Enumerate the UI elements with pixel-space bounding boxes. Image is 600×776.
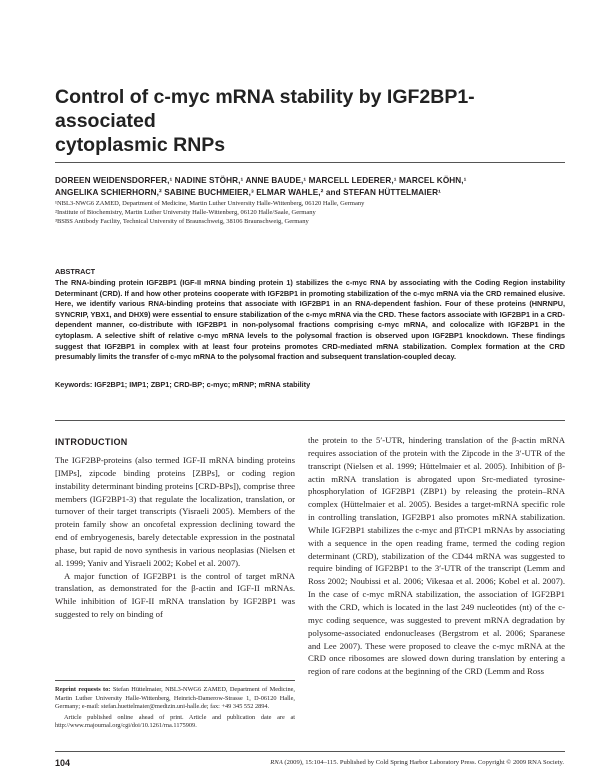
reprint-label: Reprint requests to: bbox=[55, 686, 111, 693]
affiliation-1: ¹NBL3-NWG6 ZAMED, Department of Medicine, Martin Luther University Halle-Wittenberg, 06120 Halle, Germany bbox=[55, 200, 365, 207]
affiliation-3: ³BSBS Antibody Facility, Technical University of Braunschweig, 38106 Braunschweig, Germany bbox=[55, 218, 309, 225]
citation-text: (2009), 15:104–115. Published by Cold Spring Harbor Laboratory Press. Copyright © 2009 RNA Society. bbox=[282, 759, 564, 766]
footer-divider bbox=[55, 751, 565, 752]
author-list bbox=[55, 175, 565, 199]
author-line-1: DOREEN WEIDENSDORFER,¹ NADINE STÖHR,¹ ANNE BAUDE,¹ MARCELL LEDERER,¹ MARCEL KÖHN,¹ bbox=[55, 176, 467, 185]
footnote-divider bbox=[55, 680, 295, 681]
affiliation-2: ²Institute of Biochemistry, Martin Luther University Halle-Wittenberg, 06120 Halle/Saale, Germany bbox=[55, 209, 316, 216]
footnote bbox=[55, 686, 295, 733]
reprint-text: Stefan Hüttelmaier, NBL3-NWG6 ZAMED, Department of Medicine, Martin Luther University Halle-Wittenberg, Heinrich-Damerow-Strasse 1, D-06120 Halle, Germany; e-mail: stefan.huettelmaier@medizin.uni-halle.de; fax: +49 345 552 2894. bbox=[55, 686, 295, 710]
title-line-1: Control of c-myc mRNA stability by IGF2BP1-associated bbox=[55, 86, 475, 132]
right-column bbox=[308, 434, 565, 678]
abstract-divider bbox=[55, 420, 565, 421]
journal-citation bbox=[270, 759, 564, 766]
abstract-text: The RNA-binding protein IGF2BP1 (IGF-II mRNA binding protein 1) stabilizes the c-myc RNA by associating with the Coding Region instability Determinant (CRD). If and how other proteins cooperate with IGF2BP1 in promoting stabilization of the c-myc mRNA via the CRD remained elusive. Here, we identify various RNA-binding proteins that associate with IGF2BP1 in an RNA-dependent fashion. Four of these proteins (HNRNPU, SYNCRIP, YBX1, and DHX9) were essential to ensure stabilization of the c-myc mRNA via the CRD. These factors associate with IGF2BP1 in a CRD-dependent manner, co-distribute with IGF2BP1 in non-polysomal fractions comprising c-myc mRNA, and colocalize with IGF2BP1 in the cytoplasm. A selective shift of relative c-myc mRNA levels to the polysomal fraction is observed upon IGF2BP1 knockdown. These findings suggest that IGF2BP1 in complex with at least four proteins promotes CRD-mediated mRNA stabilization. Complex formation at the CRD presumably limits the transfer of c-myc mRNA to the polysomal fraction and subsequent translation-coupled decay. bbox=[55, 278, 565, 362]
author-line-2: ANGELIKA SCHIERHORN,² SABINE BUCHMEIER,³ ELMAR WAHLE,² and STEFAN HÜTTELMAIER¹ bbox=[55, 188, 441, 197]
title-line-2: cytoplasmic RNPs bbox=[55, 134, 226, 156]
introduction-heading: INTRODUCTION bbox=[55, 437, 128, 447]
title-divider bbox=[55, 162, 565, 163]
affiliations bbox=[55, 199, 565, 226]
intro-paragraph-1: The IGF2BP-proteins (also termed IGF-II mRNA binding proteins [IMPs], zipcode binding proteins [ZBPs], or coding region instability determinant binding proteins [CRD-BPs]), comprise three members (IGF2BP1-3) that regulate the localization, translation, or turnover of their target transcripts (Yisraeli 2005). Members of the protein family show an oncofetal expression declining toward the end of embryogenesis, barely detectable expression in the postnatal phase, but rapid de novo synthesis in various neoplasias (Nielsen et al. 1999; Yaniv and Yisraeli 2002; Kobel et al. 2007). bbox=[55, 455, 295, 568]
intro-paragraph-2: A major function of IGF2BP1 is the control of target mRNA translation, as demonstrated for the β-actin and IGF-II mRNAs. While inhibition of IGF-II mRNA translation by IGF2BP1 was suggested to rely on binding of bbox=[55, 570, 295, 620]
journal-name: RNA bbox=[270, 759, 283, 766]
page-number: 104 bbox=[55, 758, 71, 768]
article-title bbox=[55, 85, 555, 157]
intro-paragraph-3: the protein to the 5′-UTR, hindering translation of the β-actin mRNA requires association of the protein with the Zipcode in the 3′-UTR of the transcript (Nielsen et al. 1999; Hüttelmaier et al. 2005). Inhibition of β-actin mRNA translation is abrogated upon Src-mediated tyrosine-phosphorylation of IGF2BP1 (ZBP1) by releasing the protein–RNA complex (Hüttelmaier et al. 2005). Besides a target-mRNA specific role in controlling translation, IGF2BP1 also promotes mRNA stabilization. While IGF2BP1 stabilizes the c-myc and βTrCP1 mRNAs by associating with a sequence in the open reading frame, termed the coding region determinant (CRD), stabilization of the CD44 mRNA was suggested to require binding of IGF2BP1 to the 3′-UTR of the transcript (Lemm and Ross 2002; Noubissi et al. 2006; Vikesaa et al. 2006; Kobel et al. 2007). In the case of c-myc mRNA stabilization, the association of IGF2BP1 with the CRD, which is located in the last 249 nucleotides (nt) of the c-myc coding sequence, was suggested to prevent mRNA degradation by polysome-associated endonucleases (Bergstrom et al. 2006; Sparanese and Lee 2007). These were proposed to cleave the c-myc mRNA at the CRD once ribosomes are slowed down during translation by entering a region of rare codons at the beginning of the CRD (Lemm and Ross bbox=[308, 435, 565, 677]
article-info: Article published online ahead of print. Article and publication date are at http://www.rnajournal.org/cgi/doi/10.1261/rna.1175909. bbox=[55, 713, 295, 729]
abstract-heading: ABSTRACT bbox=[55, 267, 96, 276]
keywords: Keywords: IGF2BP1; IMP1; ZBP1; CRD-BP; c-myc; mRNP; mRNA stability bbox=[55, 380, 311, 389]
left-column bbox=[55, 454, 295, 621]
